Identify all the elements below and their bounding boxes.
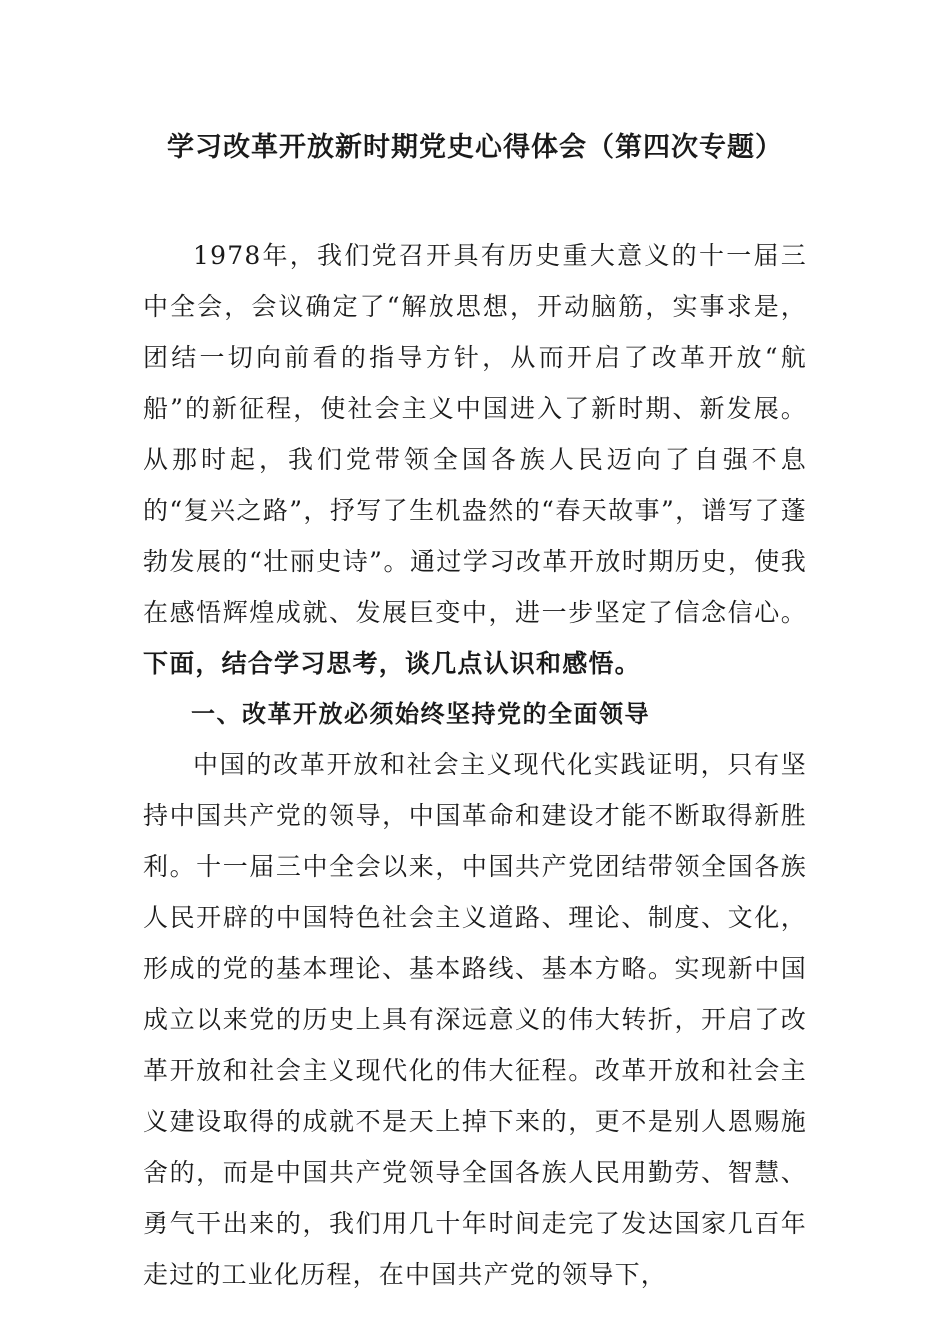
- section-heading-1: 一、改革开放必须始终坚持党的全面领导: [191, 700, 650, 728]
- paragraph-section-1: 中国的改革开放和社会主义现代化实践证明，只有坚持中国共产党的领导，中国革命和建设才能不断取得新胜利。十一届三中全会以来，中国共产党团结带领全国各族人民开辟的中国特色社会主义道路、理论、制度、文化，形成的党的基本理论、基本路线、基本方略。实现新中国成立以来党的历史上具有深远意义的伟大转折，开启了改革开放和社会主义现代化的伟大征程。改革开放和社会主义建设取得的成就不是天上掉下来的，更不是别人恩赐施舍的，而是中国共产党领导全国各族人民用勤劳、智慧、勇气干出来的，我们用几十年时间走完了发达国家几百年走过的工业化历程，在中国共产党的领导下，: [143, 750, 807, 1289]
- paragraph-intro-text: 1978年，我们党召开具有历史重大意义的十一届三中全会，会议确定了“解放思想，开动脑筋，实事求是，团结一切向前看的指导方针，从而开启了改革开放“航船”的新征程，使社会主义中国进入了新时期、新发展。从那时起，我们党带领全国各族人民迈向了自强不息的“复兴之路”，抒写了生机盎然的“春天故事”，谱写了蓬勃发展的“壮丽史诗”。通过学习改革开放时期历史，使我在感悟辉煌成就、发展巨变中，进一步坚定了信念信心。: [143, 241, 807, 627]
- paragraph-intro-emphasis: 下面，结合学习思考，谈几点认识和感悟。: [143, 649, 641, 678]
- document-body: [143, 230, 807, 1300]
- document-title: 学习改革开放新时期党史心得体会（第四次专题）: [167, 132, 783, 163]
- paragraph-intro: [143, 230, 807, 689]
